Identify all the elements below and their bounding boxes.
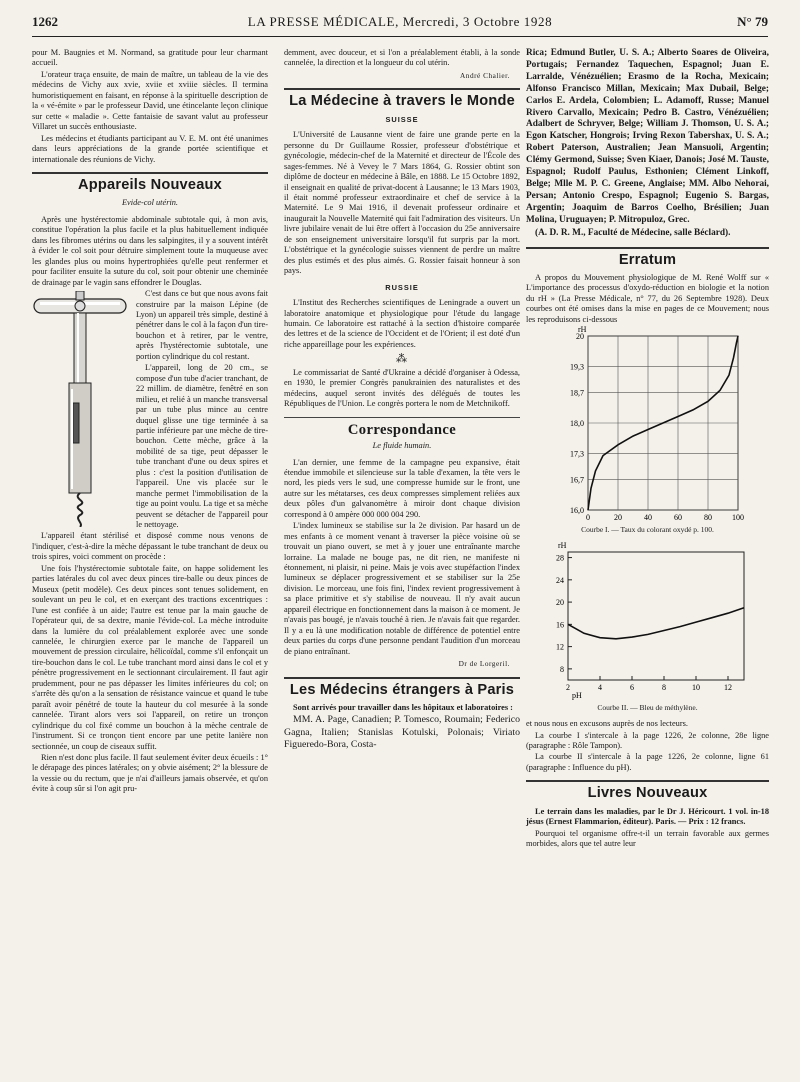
subheading-russie: RUSSIE [385,282,419,292]
divider [32,172,268,174]
paragraph: demment, avec douceur, et si l'on a préalablement établi, à la sonde cannelée, la direction et la longueur du col utérin. [284,48,520,68]
masthead: LA PRESSE MÉDICALE, Mercredi, 3 Octobre 1928 [247,14,553,29]
paragraph: L'index lumineux se stabilise sur la 2e division. Par hasard un de mes enfants à ce moment venant à traverser la pièce voisine où se trouvait un piano ouvert, se met à y jouer une entraînante marche lorraine. La malade ne bouge pas, ne dit rien, ne manifeste ni étonnement, ni plaisir, ni peine. Mais je vois avec stupéfaction l'index lumineux se déplacer progressivement et se stabiliser sur la 25e division. Le morceau, une fois fini, l'index revient progressivement à sa place primitive et s'y stabilise de nouveau. Il n'y avait aucun appareil électrique en fonctionnement dans la maison à ce moment. Je n'avais pas bougé, je n'avais touché à rien. Je n'avais fait que regarder. Il y a eu là une modification notable de différence de potentiel entre deux parties du corps d'une personne pendant l'audition d'un morceau de piano entraînant. [284,521,520,656]
y-tick-label: 16,0 [569,506,584,516]
paragraph: L'an dernier, une femme de la campagne peu expansive, était étendue immobile et silencieuse sur la table d'examen, la tête vers le nord, les pieds vers le sud, une compresse humide sur le front, une autre sur les métatarses, ces deux compresses simplement reliées aux deux pôles d'un galvanomètre à miroir dont chaque division correspond à 0 ampère 000 000 004 290. [284,457,520,519]
y-tick-label: 12 [555,642,564,652]
page-header [32,10,768,37]
chart-caption-1: Courbe I. — Taux du colorant oxydé p. 100. [581,525,714,535]
y-tick-label: 17,3 [569,449,584,459]
paragraph: Rien n'est donc plus facile. Il faut seulement éviter deux écueils : 1° le dérapage des pinces latérales; on y obvie aisément; 2° la blessure de la vessie ou du rectum, que je n'ai d'ailleurs jamais observée, et qu'on évite à coup sûr si l'on agit pru- [32,753,268,794]
paragraph: La courbe II s'intercale à la page 1226, 2e colonne, ligne 61 (paragraphe : Influence du pH). [526,752,769,772]
y-axis-label: rH [557,541,566,550]
chart-courbe-1 [548,326,748,524]
paragraph: Après une hystérectomie abdominale subtotale qui, à mon avis, constitue l'opération la plus facile et la plus habituellement indiquée dans les fibromes utérins ou dans les salpingites, il y a souvent intérêt à évider le col soit pour détruire simplement toute la muqueuse avec les glandes plus ou moins hypertrophiées qu'elle peut renfermer et pour faciliter ensuite la suture du col, soit pour obtenir une cheminée de drainage par le vagin sans effondrer le Douglas. [32,214,268,287]
x-tick-label: 2 [565,682,570,692]
section-title-appareils: Appareils Nouveaux [78,176,222,193]
section-title-livres: Livres Nouveaux [587,785,708,802]
y-tick-label: 19,3 [569,362,584,372]
x-tick-label: 40 [643,513,652,523]
divider [284,417,520,418]
x-axis-label: pH [571,690,582,700]
y-tick-label: 18,0 [569,419,584,429]
paragraph: La courbe I s'intercale à la page 1226, 2e colonne, 28e ligne (paragraphe : Rôle Tampon). [526,730,769,751]
section-title-erratum: Erratum [618,251,677,268]
divider [526,780,769,782]
y-tick-label: 24 [555,575,564,585]
x-tick-label: 10 [691,682,700,692]
x-tick-label: 20 [613,513,622,523]
column-2 [284,48,520,752]
signature-lorgeril: Dr de Lorgeril. [458,659,510,669]
y-tick-label: 16 [555,620,564,630]
y-tick-label: 20 [575,332,584,342]
y-axis-label: rH [577,326,586,335]
x-tick-label: 4 [597,682,602,692]
paragraph: L'appareil, long de 20 cm., se compose d'un tube d'acier tranchant, de 22 millim. de diamètre, fenêtré en son milieu, et relié à un manche transversal par un tube plus mince au centre duquel glisse une tige terminée à sa partie inférieure par une mèche de tire-bouchon. Cette mèche, grâce à la mobilité de sa tige, peut dépasser le tube tranchant d'une ou deux spires et plus : c'est la position d'utilisation de l'appareil. Une vis placée sur le manche permet l'immobilisation de la tige au point voulu. La tige et sa mèche peuvent se détacher de l'appareil pour le nettoyage. [136,363,268,530]
article-subtitle: Evide-col utérin. [121,198,179,208]
issue-number: N° 79 [737,14,768,29]
x-tick-label: 0 [585,513,590,523]
section-title-correspondance: Correspondance [347,421,457,438]
column-3 [526,48,769,851]
paragraph: A propos du Mouvement physiologique de M. René Wolff sur « L'importance des processus d'oxydo-réduction en biologie et la notion du rH » (La Presse Médicale, n° 77, du 26 Septembre 1928). Deux courbes ont été omises dans la mise en pages de ce Mouvement; nous les reproduisons ci-dessous [526,272,769,324]
section-title-medecine-monde: La Médecine à travers le Monde [289,93,515,110]
asterism: ⁂ [396,353,408,366]
chart-courbe-2 [538,542,758,702]
x-tick-label: 100 [731,513,744,523]
y-tick-label: 20 [555,597,564,607]
divider [526,247,769,249]
column-1 [32,48,268,796]
x-tick-label: 60 [673,513,682,523]
x-tick-label: 80 [703,513,712,523]
paragraph: Rica; Edmund Butler, U. S. A.; Alberto Soares de Oliveira, Portugais; Fernandez Taquechen, Espagnol; Juan E. Larralde, Vénézuélien; Erasmo de la Rocha, Mexicain; Alfonso Francisco Millan, Mexicain; Max Dubail, Belge; Carlos E. Ardela, Colombien; L. Adamoff, Russe; Manuel Rivero Carvallo, Mexicain; Pedro B. Castro, Vénézuélien; Adalbert de Schryver, Belge; William J. Thomson, U. S. A.; Egon Katscher, Hongrois; Irving Rexon Tabershax, U. S. A.; Robert Paterson, Australien; Jean Mansuoli, Argentin; Clémy Germond, Suisse; Sven Kiaer, Danois; José M. Tauste, Espagnol; Rudolf Paulus, Esthonien; Clément Linkoff, Belge; Mlle M. P. C. Greene, Anglaise; MM. Albo Nehorai, Persan; Antonio Crespo, Espagnol; Eugenio S. Bargas, Argentin; Joaquim de Barros Coelho, Brésilien; Juan Molina, Uruguayen; P. Mitropuloz, Grec. [526,48,769,225]
data-curve [568,607,744,638]
y-tick-label: 16,7 [569,475,584,485]
paragraph: Les médecins et étudiants participant au V. E. M. ont été unanimes dans leurs appréciations de la grande portée scientifique et internationale des réunions de Vichy. [32,133,268,164]
divider [284,677,520,679]
evide-col-instrument-illustration [32,291,130,527]
page-number: 1262 [32,14,58,29]
paragraph: L'Université de Lausanne vient de faire une grande perte en la personne du Dr Guillaume Rossier, professeur d'obstétrique et gynécologie, médecin-chef de la Maternité et directeur de l'École des sages-femmes. Né à Vevey le 7 Mars 1864, G. Rossier obtint son diplôme de docteur en médecine à Bâle, en 1888. Le 15 Octobre 1892, il enseignait en qualité de privat-docent à Lausanne; le 13 Mars 1903, il était nommé professeur extraordinaire et chef de service à la Maternité. Le 9 Mai 1916, il devenait professeur ordinaire et inaugurait la Nouvelle Maternité qui fait l'admiration des visiteurs. Un livre jubilaire venait de lui être offert à l'occasion du 25e anniversaire de son enseignement universitaire lorsqu'il fut surpris par la mort. L'obstétrique et la gynécologie suisses viennent de perdre un maître des plus estimés et des plus aimés. G. Rossier faisait honneur à son pays. [284,130,520,276]
paragraph: et nous nous en excusons auprès de nos lecteurs. [526,719,688,729]
chart-caption-2: Courbe II. — Bleu de méthylène. [597,702,698,712]
subheading-suisse: SUISSE [385,114,419,124]
paragraph: MM. A. Page, Canadien; P. Tomesco, Roumain; Federico Gagna, Italien; Stanislas Kotulski, Polonais; Viriato Figueredo-Bora, Costa- [284,714,520,750]
paragraph: L'appareil étant stérilisé et disposé comme nous venons de l'indiquer, c'est-à-dire la mèche dépassant le tube tranchant de deux ou trois spires, voici comment on procède : [32,531,268,562]
paragraph: Le terrain dans les maladies, par le Dr J. Héricourt. 1 vol. in-18 jésus (Ernest Flammarion, éditeur). Paris. — Prix : 12 francs. [526,806,769,827]
divider [284,88,520,90]
paragraph: (A. D. R. M., Faculté de Médecine, salle Béclard). [535,227,731,238]
paragraph: Pourquoi tel organisme offre-t-il un terrain favorable aux germes morbides, alors que tel autre leur [526,828,769,849]
paragraph: L'orateur traça ensuite, de main de maître, un tableau de la vie des médecins de Vichy aux xvie, xviie et xviiie siècles. Il termina humoristiquement en faisant, en réponse à la spirituelle description de la « vé-émite » par le professeur David, une étincelante leçon clinique sur cette « maladie ». Cette fantaisie de savant valut au professeur Villaret un succès enthousiaste. [32,69,268,132]
x-tick-label: 6 [629,682,634,692]
signature-chalier: André Chalier. [460,70,510,80]
paragraph: Le commissariat de Santé d'Ukraine a décidé d'organiser à Odessa, en 1930, le premier Congrès panukrainien des naturalistes et des médecins, auquel seront invités des délégués de toutes les Républiques de l'Union. Le congrès portera le nom de Metchnikoff. [284,367,520,409]
paragraph: Sont arrivés pour travailler dans les hôpitaux et laboratoires : [293,703,513,713]
x-tick-label: 8 [661,682,666,692]
section-title-medecins-etrangers: Les Médecins étrangers à Paris [289,681,515,698]
paragraph: C'est dans ce but que nous avons fait construire par la maison Lépine (de Lyon) un appareil très simple, destiné à pénétrer dans le col à la façon d'un tire-bouchon et à retirer, par le ventre, après l'hystérectomie subtotale, une portion cylindrique du col restant. [136,289,268,361]
y-tick-label: 28 [555,553,564,563]
x-tick-label: 12 [723,682,732,692]
y-tick-label: 18,7 [569,388,584,398]
paragraph: Une fois l'hystérectomie subtotale faite, on happe solidement les parties latérales du col avec deux pinces tire-balle ou deux pinces de Museux (petit modèle). Ces deux pinces sont tenues solidement, en soulevant un peu le col, et en exerçant des tractions excentriques : l'une est confiée à un aide; l'autre est tenue par la main gauche de l'opérateur qui, de sa dextre, manie l'évide-col. La mèche introduite dans la lumière du col préalablement explorée avec une sonde cannelée, le chirurgien exerce par le manche de l'appareil un mouvement de pression circulaire, hélicoïdal, comme s'il enfonçait un tire-bouchon dans le col. Le tube tranchant mord ainsi dans le col et y pénètre progressivement en le sectionnant circulairement. Il faut agir prudemment, pour ne pas dépasser les limites inférieures du col; on s'arrête dès qu'on a la sensation de résistance vaincue et quand le tube paraît avoir pénétré de toute la hauteur du col mesurée à la sonde cannelée. Tirant alors vers soi l'appareil, on retire un tronçon cylindrique du col fixé comme un bouchon à la mèche centrale de l'instrument. Si ce tronçon tient encore par une petite lanière non sectionnée, un coup de ciseaux suffit. [32,563,268,751]
article-subtitle: Le fluide humain. [372,441,432,451]
paragraph: pour M. Baugnies et M. Normand, sa gratitude pour leur charmant accueil. [32,48,268,68]
y-tick-label: 8 [559,664,564,674]
paragraph: L'Institut des Recherches scientifiques de Leningrade a ouvert un laboratoire anatomique et physiologique pour l'étude du langage humain. Ce laboratoire est rattaché à la section d'histoire comparée des lettres et de la science de l'Occident et de l'Orient; il est doté d'un riche appareillage pour les expériences. [284,298,520,349]
